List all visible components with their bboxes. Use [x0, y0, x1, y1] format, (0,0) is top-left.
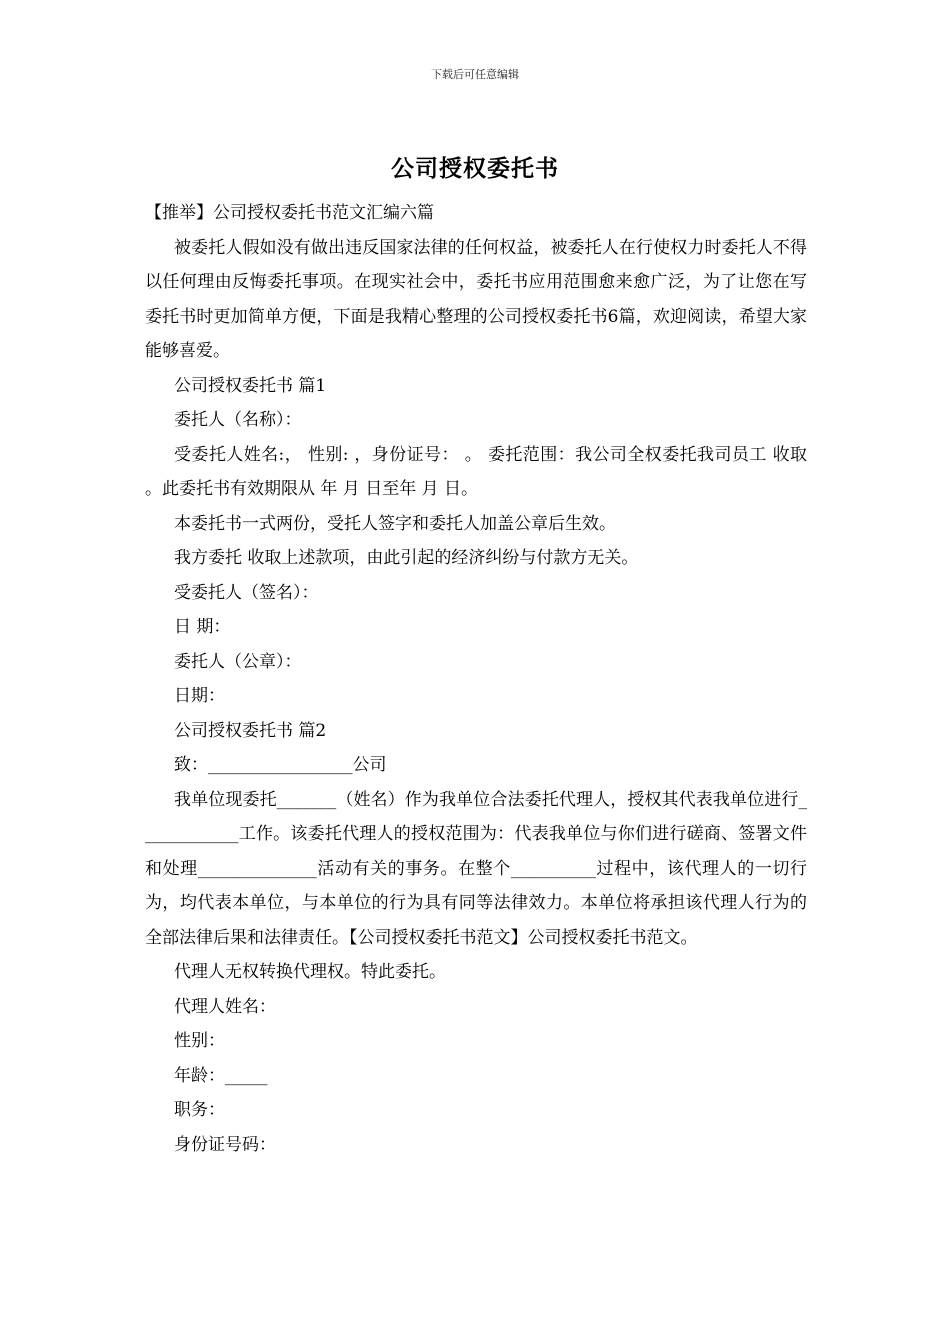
section1-line: 我方委托 收取上述款项，由此引起的经济纠纷与付款方无关。	[174, 548, 639, 568]
section1-line: 委托人（名称）：	[174, 410, 302, 430]
subtitle: 【推举】公司授权委托书范文汇编六篇	[145, 203, 434, 223]
document-title: 公司授权委托书	[391, 155, 559, 182]
section2-line: 性别：	[174, 1031, 225, 1051]
section1-line: 受委托人（签名）：	[174, 582, 319, 603]
intro-paragraph: 被委托人假如没有做出违反国家法律的任何权益，被委托人在行使权力时委托人不得以任何理由反悔委托事项。在现实社会中，委托书应用范围愈来愈广泛，为了让您在写委托书时更加简单方便，下面是我精心整理的公司授权委托书6篇，欢迎阅读，希望大家能够喜爱。	[145, 237, 807, 361]
section2-line: 职务：	[174, 1100, 225, 1120]
section2-heading: 公司授权委托书 篇2	[174, 720, 327, 741]
document-body	[145, 196, 807, 1162]
section2-line: 身份证号码：	[174, 1134, 276, 1155]
section2-to-line: 致：_________________公司	[174, 755, 387, 775]
section1-line: 受委托人姓名:， 性别: ，身份证号： 。 委托范围：我公司全权委托我司员工 收取 。此委托书有效期限从 年 月 日至年 月 日。	[145, 444, 807, 499]
section2-line: 代理人无权转换代理权。特此委托。	[174, 962, 446, 982]
section2-paragraph: 我单位现委托_______（姓名）作为我单位合法委托代理人，授权其代表我单位进行____________工作。该委托代理人的授权范围为：代表我单位与你们进行磋商、签署文件和处理______________活动有关的事务。在整个__________过程中，该代理人的一切行为，均代表本单位，与本单位的行为具有同等法律效力。本单位将承担该代理人行为的全部法律后果和法律责任。【公司授权委托书范文】公司授权委托书范文。	[145, 789, 807, 948]
section1-line: 本委托书一式两份，受托人签字和委托人加盖公章后生效。	[174, 513, 616, 534]
page-header: 下载后可任意编辑	[431, 68, 519, 81]
section2-line: 代理人姓名：	[174, 996, 276, 1017]
section1-line: 委托人（公章）：	[174, 651, 302, 672]
section1-line: 日期：	[174, 686, 225, 706]
section1-line: 日 期：	[174, 617, 231, 637]
section1-heading: 公司授权委托书 篇1	[174, 375, 327, 396]
section2-line: 年龄：_____	[174, 1065, 268, 1086]
